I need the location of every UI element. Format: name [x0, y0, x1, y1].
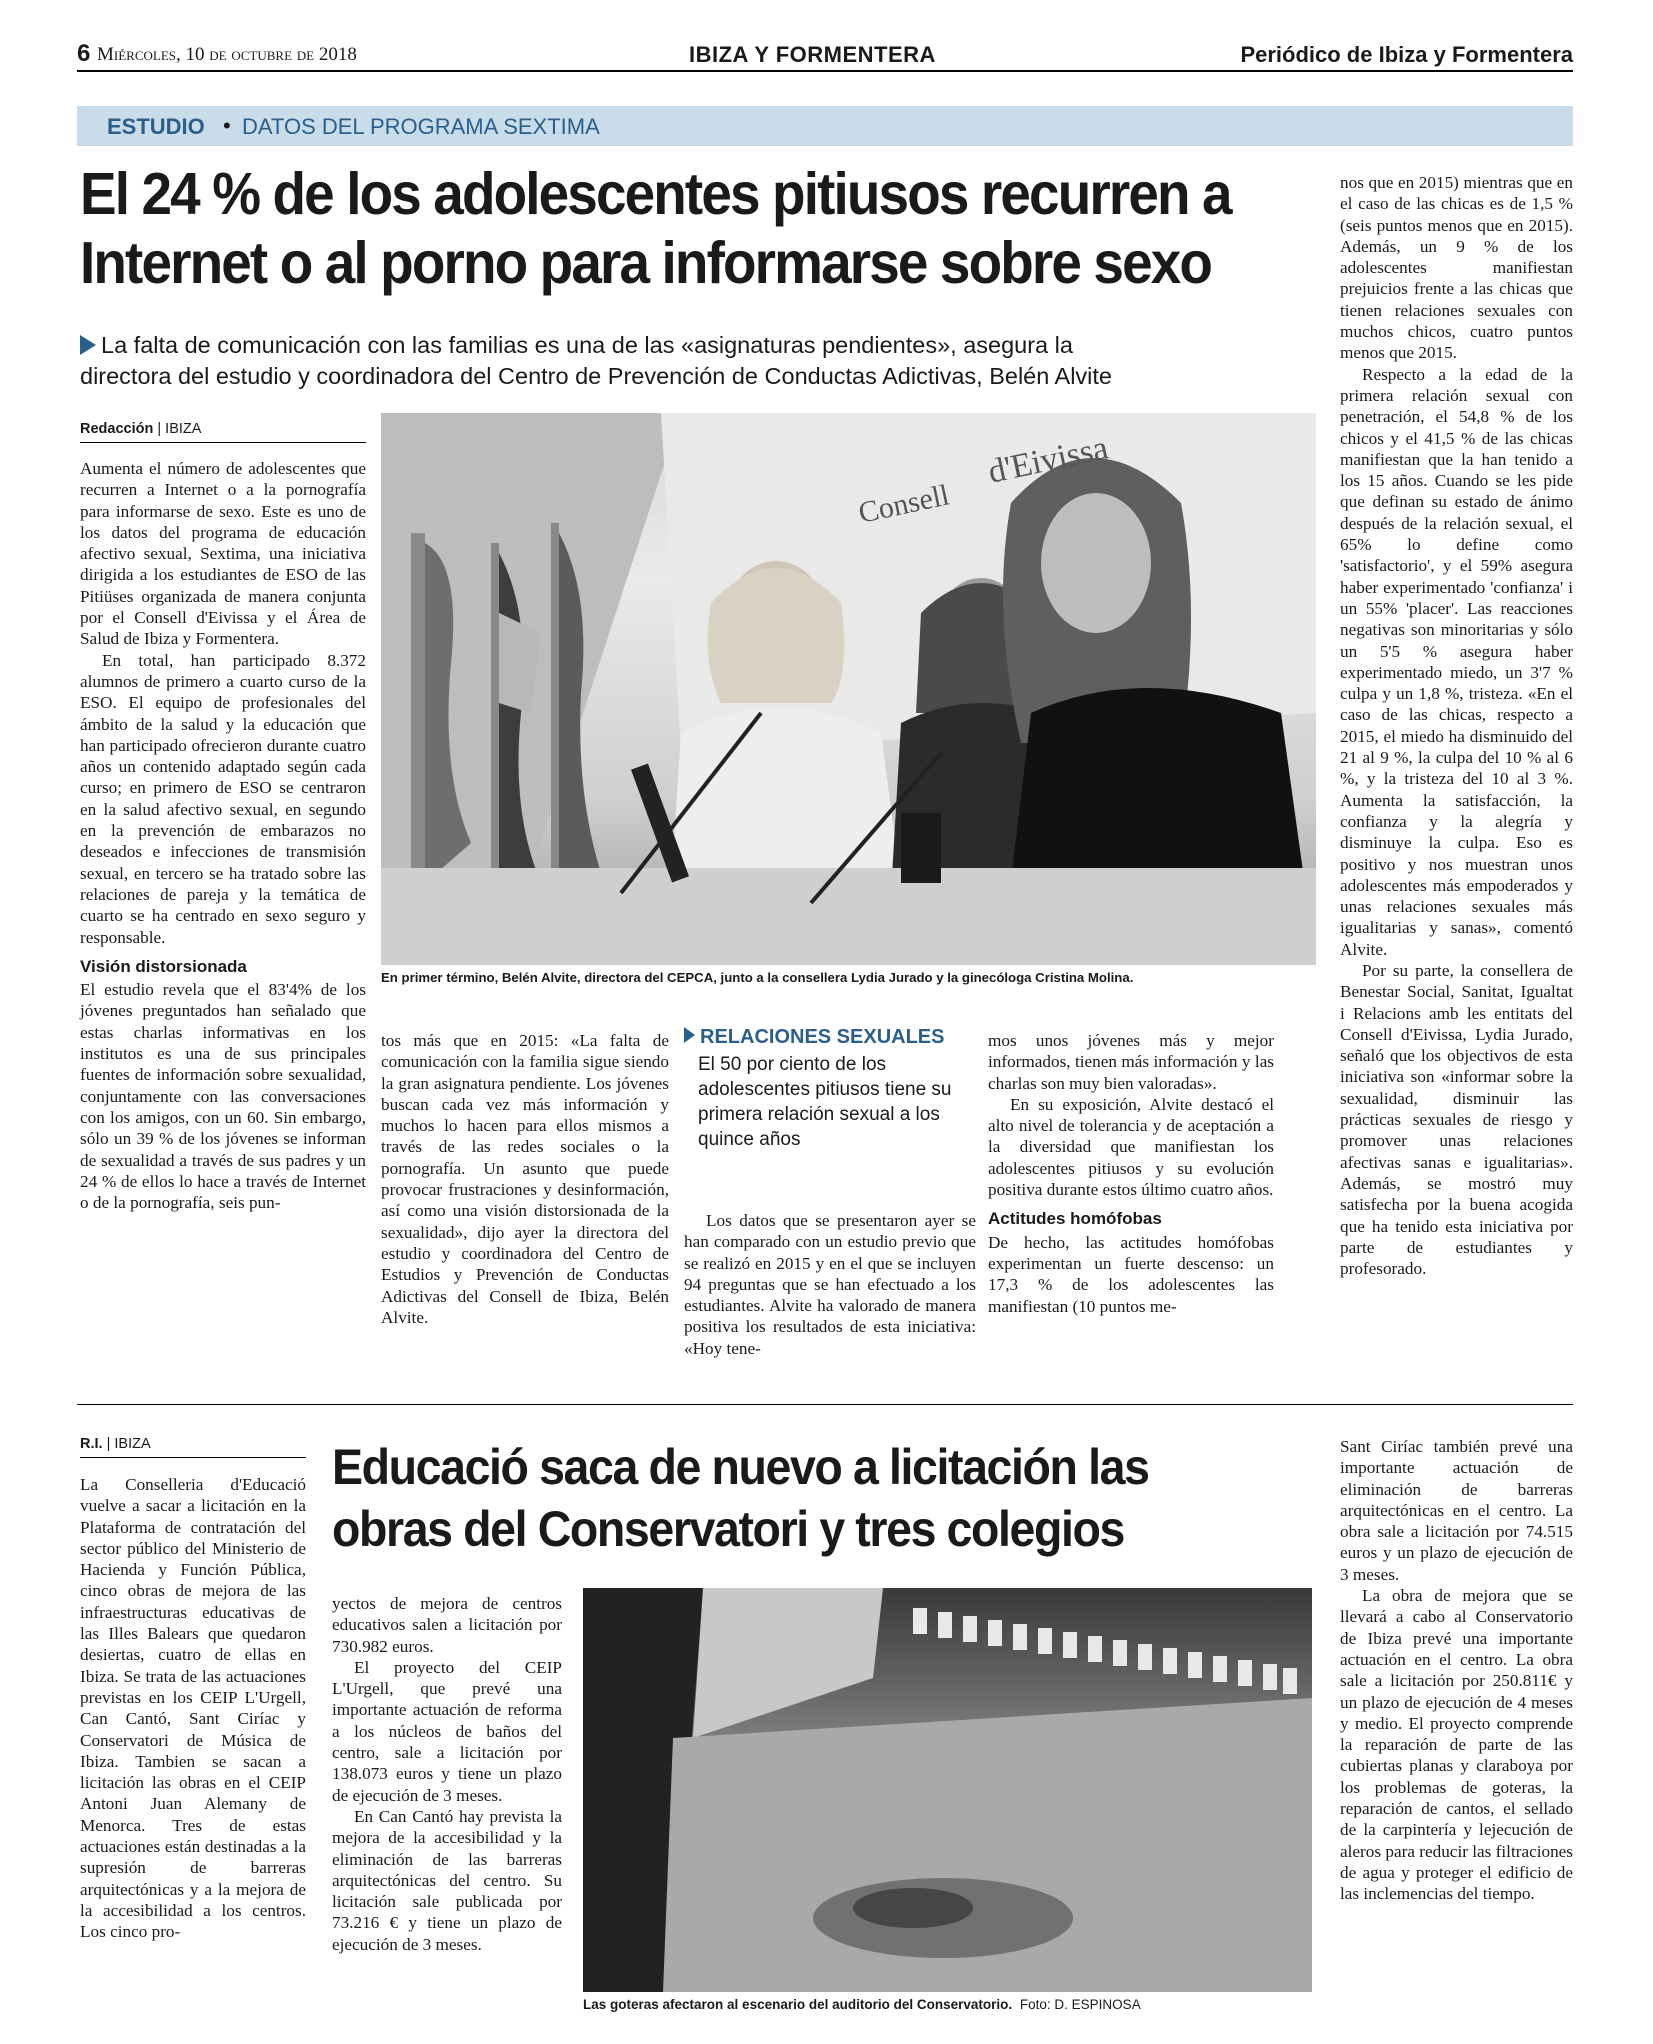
paragraph: mos unos jóvenes más y mejor informados, tienen más información y las charlas son muy bien valoradas».: [988, 1031, 1274, 1093]
paragraph: En su exposición, Alvite destacó el alto nivel de tolerancia y de aceptación a la diversidad que manifiestan los adolescentes pitiusos y su evolución positiva durante estos último cuatro años.: [988, 1094, 1274, 1200]
paragraph: Sant Ciríac también prevé una importante actuación de eliminación de barreras arquitectónicas en el centro. La obra sale a licitación por 74.515 euros y un plazo de ejecución de 3 meses.: [1340, 1437, 1573, 1584]
article-tag-band: [77, 106, 1573, 146]
highlight-text: El 50 por ciento de los adolescentes pitiusos tiene su primera relación sexual a los quince años: [698, 1054, 952, 1150]
subheadline-line-2: directora del estudio y coordinadora del Centro de Prevención de Conductas Adictivas, Belén Alvite: [80, 363, 1113, 389]
headline-2-line-2: obras del Conservatori y tres colegios: [332, 1501, 1125, 1557]
paragraph: Por su parte, la consellera de Benestar Social, Sanitat, Igualtat i Relacions amb les entitats del Consell d'Eivissa, Lydia Jurado, señaló que los objectivos de esta iniciativa son «informar sobre la sexualidad, disminuir las prácticas sexuales de riesgo y promover unas relaciones afectivas sanas e igualitarias». Además, se mostró muy satisfecha por la buena acogida que ha tenido esta iniciativa por parte de estudiantes y profesorado.: [1340, 960, 1573, 1279]
paragraph: En Can Cantó hay prevista la mejora de la accesibilidad y la eliminación de las barreras arquitectónicas del centro. Su licitación sale publicada por 73.216 € y tiene un plazo de ejecución de 3 meses.: [332, 1806, 562, 1954]
paragraph: nos que en 2015) mientras que en el caso de las chicas es de 1,5 % (seis puntos menos que en 2015). Además, un 9 % de los adolescentes manifiestan prejuicios frente a las chicas que tienen relaciones sexuales con muchos chicos, cuatro puntos menos que 2015.: [1340, 173, 1573, 363]
article1-column-1: [80, 458, 366, 1213]
subhead-vision: Visión distorsionada: [80, 956, 247, 976]
article1-column-5: [1340, 172, 1573, 1279]
section-name: IBIZA Y FORMENTERA: [689, 42, 936, 67]
photo-caption: En primer término, Belén Alvite, directora del CEPCA, junto a la consellera Lydia Jurado y la ginecóloga Cristina Molina.: [381, 970, 1134, 985]
caption-credit: Foto: D. ESPINOSA: [1019, 1997, 1141, 2012]
headline-line-2: Internet o al porno para informarse sobre sexo: [80, 230, 1212, 296]
press-conference-photo: [381, 413, 1316, 965]
byline-name: R.I.: [80, 1436, 103, 1452]
article2-column-1: [80, 1474, 306, 1943]
paragraph: La obra de mejora que se llevará a cabo al Conservatorio de Ibiza prevé una importante actuación en el centro. La obra sale a licitación por 250.811€ y un plazo de ejecución de 4 meses y medio. El proyecto comprende la reparación de parte de las cubiertas planas y claraboya por los problemas de goteras, la reparación de cantos, el sellado de la carpintería y lejecución de aleros para reducir las filtraciones de agua y proteger el edificio de las inclemencias del tiempo.: [1340, 1586, 1573, 1904]
auditorium-photo: [583, 1588, 1312, 1992]
article1-column-4: [988, 1030, 1274, 1317]
paragraph: tos más que en 2015: «La falta de comunicación con la familia sigue siendo la gran asignatura pendiente. Los jóvenes buscan cada vez más información y muchos lo hacen para ellos mismos a través de las redes sociales o la pornografía. Un asunto que puede provocar frustraciones y desinformación, así como una visión distorsionada de la sexualidad», dijo ayer la directora del estudio y coordinadora del Centro de Estudios y Prevención de Conductas Adictivas del Consell de Ibiza, Belén Alvite.: [381, 1031, 669, 1327]
highlight-box: [684, 1026, 976, 1152]
photo-illustration: [381, 413, 1316, 965]
arrow-right-icon: [80, 335, 96, 355]
subhead-actitudes: Actitudes homófobas: [988, 1209, 1162, 1229]
photo-sign-1: Consell: [855, 478, 953, 530]
page-header: [77, 40, 1573, 72]
byline-name: Redacción: [80, 421, 154, 437]
byline-place: IBIZA: [165, 421, 202, 437]
subheadline-line-1: La falta de comunicación con las familias es una de las «asignaturas pendientes», asegura la: [101, 332, 1073, 358]
headline-2-line-1: Educació saca de nuevo a licitación las: [332, 1439, 1149, 1495]
tag-bullet: •: [223, 113, 231, 138]
byline-rule: [80, 442, 366, 443]
headline-2: [332, 1436, 1243, 1560]
byline-rule: [80, 1457, 306, 1458]
article-tag: ESTUDIO: [107, 114, 205, 139]
article-tag-detail: DATOS DEL PROGRAMA SEXTIMA: [242, 114, 600, 139]
paragraph: Respecto a la edad de la primera relación sexual con penetración, el 54,8 % de los chicos y el 41,5 % de las chicas manifiestan que la han tenido a los 15 años. Cuando se les pide que definan su estado de ánimo después de la relación sexual, el 65% lo define como 'satisfactorio', y el 59% asegura haber experimentado 'confianza' i un 55% 'placer'. Las reacciones negativas son minoritarias y sólo un 5'5 % asegura haber experimentado miedo, un 3'7 % culpa y un 1,8 %, tristeza. «En el caso de las chicas, respecto a 2015, el miedo ha disminuido del 21 al 9 %, la culpa del 10 % al 6 %, y la tristeza del 10 al 3 %. Aumenta la satisfacción, la confianza y la alegría y disminuye la culpa. Eso es positivo y nos muestran unos adolescentes más empoderados y unas relaciones sexuales más igualitarias y sanas», comentó Alvite.: [1340, 364, 1573, 959]
paragraph: De hecho, las actitudes homófobas experimentan un fuerte descenso: un 17,3 % de los adolescentes las manifiestan (10 puntos me-: [988, 1232, 1274, 1316]
paragraph: Aumenta el número de adolescentes que recurren a Internet o a la pornografía para informarse de sexo. Este es uno de los datos del programa de educación afectivo sexual, Sextima, una iniciativa dirigida a los estudiantes de ESO de las Pitiüses organizada de manera conjunta por el Consell d'Eivissa y el Área de Salud de Ibiza y Formentera.: [80, 459, 366, 649]
photo-2-caption: [583, 1997, 1312, 2012]
paragraph: La Conselleria d'Educació vuelve a sacar a licitación en la Plataforma de contratación del sector público del Ministerio de Hacienda y Función Pública, cinco obras de mejora de las infraestructuras educativas de las Illes Balears que quedaron desiertas, cuatro de ellas en Ibiza. Se trata de las actuaciones previstas en los CEIP L'Urgell, Can Cantó, Sant Ciríac y Conservatori de Música de Ibiza. Tambien se sacan a licitación las obras en el CEIP Antoni Juan Alemany de Menorca. Tres de estas actuaciones están destinadas a la supresión de barreras arquitectónicas y a la mejora de la accesibilidad a los centros. Los cinco pro-: [80, 1475, 306, 1942]
headline-line-1: El 24 % de los adolescentes pitiusos recurren a: [80, 161, 1231, 227]
arrow-right-icon: [684, 1027, 695, 1043]
header-rule: [77, 70, 1573, 72]
paragraph: El estudio revela que el 83'4% de los jóvenes preguntados han señalado que estas charlas informativas en los institutos es una de sus principales fuentes de información sobre sexualidad, conjuntamente con las conversaciones con los amigos, con un 60. Sin embargo, sólo un 39 % de los jóvenes se informan de sexualidad a través de sus padres y un 24 % de ellos lo hace a través de Internet o de la pornografía, seis pun-: [80, 980, 366, 1213]
byline-2: R.I. | IBIZA: [80, 1436, 151, 1452]
publication-name: Periódico de Ibiza y Formentera: [1240, 42, 1573, 67]
paragraph: yectos de mejora de centros educativos salen a licitación por 730.982 euros.: [332, 1594, 562, 1656]
headline: [80, 160, 1243, 298]
byline-place: IBIZA: [114, 1436, 151, 1452]
page-number: 6: [77, 40, 91, 67]
article2-column-2: [332, 1593, 562, 1955]
article1-column-3: [684, 1210, 976, 1359]
article2-column-3: [1340, 1436, 1573, 1905]
article-separator: [77, 1404, 1573, 1405]
paragraph: En total, han participado 8.372 alumnos de primero a cuarto curso de la ESO. El equipo de profesionales del ámbito de la salud y la educación que han participado ofrecieron durante cuatro años un contenido adaptado según cada curso; en primero de ESO se centraron en la salud afectivo sexual, en segundo en la prevención de embarazos no deseados e infecciones de transmisión sexual, en tercero se ha tratado sobre las relaciones de pareja y la temática de cuarto se ha centrado en sexo seguro y responsable.: [80, 650, 366, 947]
photo-sign-2: d'Eivissa: [984, 429, 1112, 491]
caption-text: Las goteras afectaron al escenario del auditorio del Conservatorio.: [583, 1997, 1013, 2012]
subheadline: [80, 330, 1330, 392]
photo-illustration: [583, 1588, 1312, 1992]
article1-column-2: [381, 1030, 669, 1328]
page-date: Miércoles, 10 de octubre de 2018: [97, 44, 357, 65]
paragraph: El proyecto del CEIP L'Urgell, que prevé una importante actuación de reforma a los núcleos de baños del centro, sale a licitación por 138.073 euros y tiene un plazo de ejecución de 3 meses.: [332, 1657, 562, 1805]
byline: Redacción | IBIZA: [80, 421, 202, 437]
paragraph: Los datos que se presentaron ayer se han comparado con un estudio previo que se realizó en 2015 y en el que se incluyen 94 preguntas que se han efectuado a los estudiantes. Alvite ha valorado de manera positiva los resultados de esta iniciativa: «Hoy tene-: [684, 1211, 976, 1358]
highlight-title: RELACIONES SEXUALES: [700, 1026, 945, 1048]
